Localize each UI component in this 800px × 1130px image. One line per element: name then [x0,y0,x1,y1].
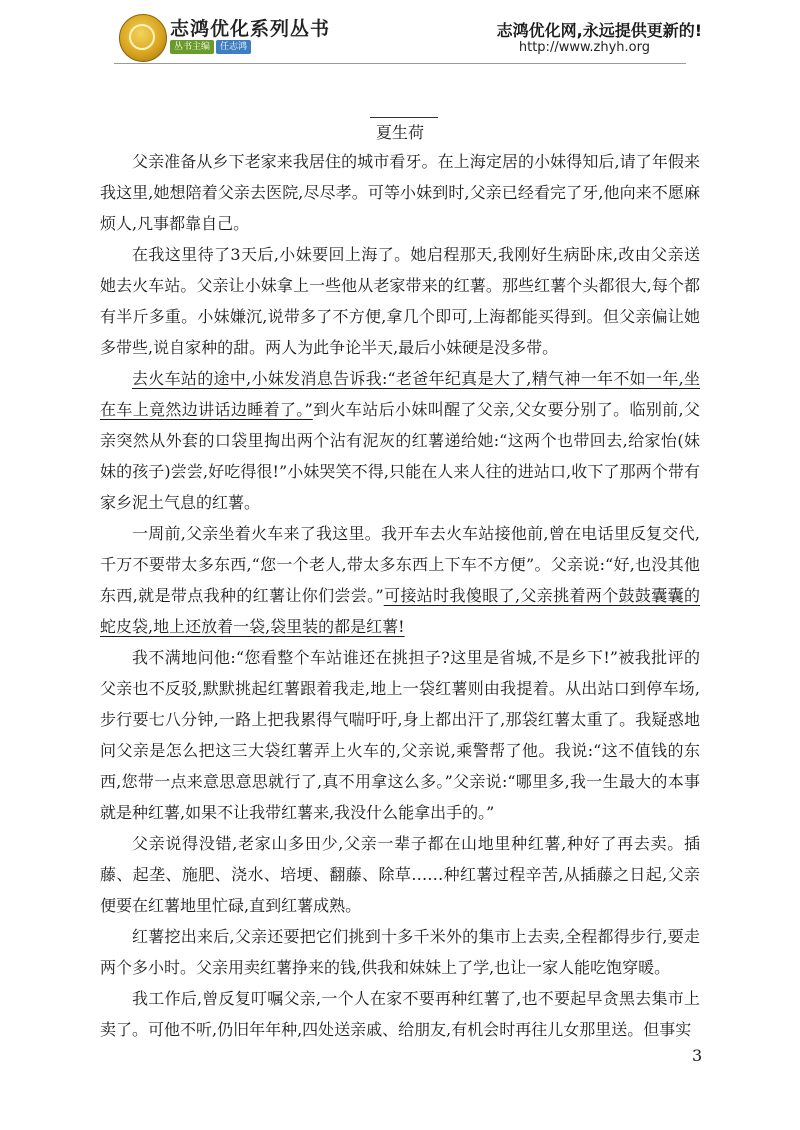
editor-name: 任志鸿 [216,40,251,54]
editor-label: 丛书主编 [170,40,214,54]
paragraph [100,239,700,363]
site-url[interactable]: http://www.zhyh.org [518,40,650,55]
paragraph-text: 父亲准备从乡下老家来我居住的城市看牙。在上海定居的小妹得知后,请了年假来我这里,她想陪着父亲去医院,尽尽孝。可等小妹到时,父亲已经看完了牙,他向来不愿麻烦人,凡事都靠自己。 [100,152,700,233]
article-body [100,146,700,1045]
underlined-sentence: 去火车站的途中,小妹发消息告诉我:“老爸年纪真是大了,精气神一年不如一年,坐在车上竟然边讲话边睡着了。” [100,369,700,419]
paragraph [100,363,700,518]
paragraph [100,146,700,239]
underlined-sentence: 可接站时我傻眼了,父亲挑着两个鼓鼓囊囊的蛇皮袋,地上还放着一袋,袋里装的都是红薯! [100,586,700,636]
paragraph-text: 我工作后,曾反复叮嘱父亲,一个人在家不要再种红薯了,也不要起早贪黑去集市上卖了。可他不听,仍旧年年种,四处送亲戚、给朋友,有机会时再往儿女那里送。但事实 [100,989,700,1039]
site-slogan: 志鸿优化网,永远提供更新的! [496,21,702,40]
paragraph-text: 一周前,父亲坐着火车来了我这里。我开车去火车站接他前,曾在电话里反复交代,千万不要带太多东西,“您一个老人,带太多东西上下车不方便”。父亲说:“好,也没其他东西,就是带点我种的红薯让你们尝尝。” [100,524,700,605]
paragraph [100,921,700,983]
article-title: 夏生荷 [375,123,424,142]
paragraph-text: 父亲说得没错,老家山多田少,父亲一辈子都在山地里种红薯,种好了再去卖。插藤、起垄、施肥、浇水、培埂、翻藤、除草……种红薯过程辛苦,从插藤之日起,父亲便要在红薯地里忙碌,直到红薯成熟。 [100,834,700,915]
page-header [0,0,800,80]
title-rule [370,117,438,118]
paragraph-text: 在我这里待了3天后,小妹要回上海了。她启程那天,我刚好生病卧床,改由父亲送她去火车站。父亲让小妹拿上一些他从老家带来的红薯。那些红薯个头都很大,每个都有半斤多重。小妹嫌沉,说带多了不方便,拿几个即可,上海都能买得到。但父亲偏让她多带些,说自家种的甜。两人为此争论半天,最后小妹硬是没多带。 [100,245,700,357]
header-divider [114,63,686,64]
paragraph [100,642,700,828]
series-title: 志鸿优化系列丛书 [170,18,331,40]
paragraph [100,828,700,921]
paragraph [100,518,700,642]
paragraph-text: 我不满地问他:“您看整个车站谁还在挑担子?这里是省城,不是乡下!”被我批评的父亲也不反驳,默默挑起红薯跟着我走,地上一袋红薯则由我提着。从出站口到停车场,步行要七八分钟,一路上把我累得气喘吁吁,身上都出汗了,那袋红薯太重了。我疑惑地问父亲是怎么把这三大袋红薯弄上火车的,父亲说,乘警帮了他。我说:“这不值钱的东西,您带一点来意思意思就行了,真不用拿这么多。”父亲说:“哪里多,我一生最大的本事就是种红薯,如果不让我带红薯来,我没什么能拿出手的。” [100,648,700,822]
editor-credit [170,40,251,54]
paragraph [100,983,700,1045]
paragraph-text: 到火车站后小妹叫醒了父亲,父女要分别了。临别前,父亲突然从外套的口袋里掏出两个沾有泥灰的红薯递给她:“这两个也带回去,给家怡(妹妹的孩子)尝尝,好吃得很!”小妹哭笑不得,只能在人来人往的进站口,收下了那两个带有家乡泥土气息的红薯。 [100,400,700,512]
zhihong-logo-icon [119,14,167,62]
paragraph-text: 红薯挖出来后,父亲还要把它们挑到十多千米外的集市上去卖,全程都得步行,要走两个多小时。父亲用卖红薯挣来的钱,供我和妹妹上了学,也让一家人能吃饱穿暖。 [100,927,700,977]
page-number: 3 [692,1046,703,1065]
